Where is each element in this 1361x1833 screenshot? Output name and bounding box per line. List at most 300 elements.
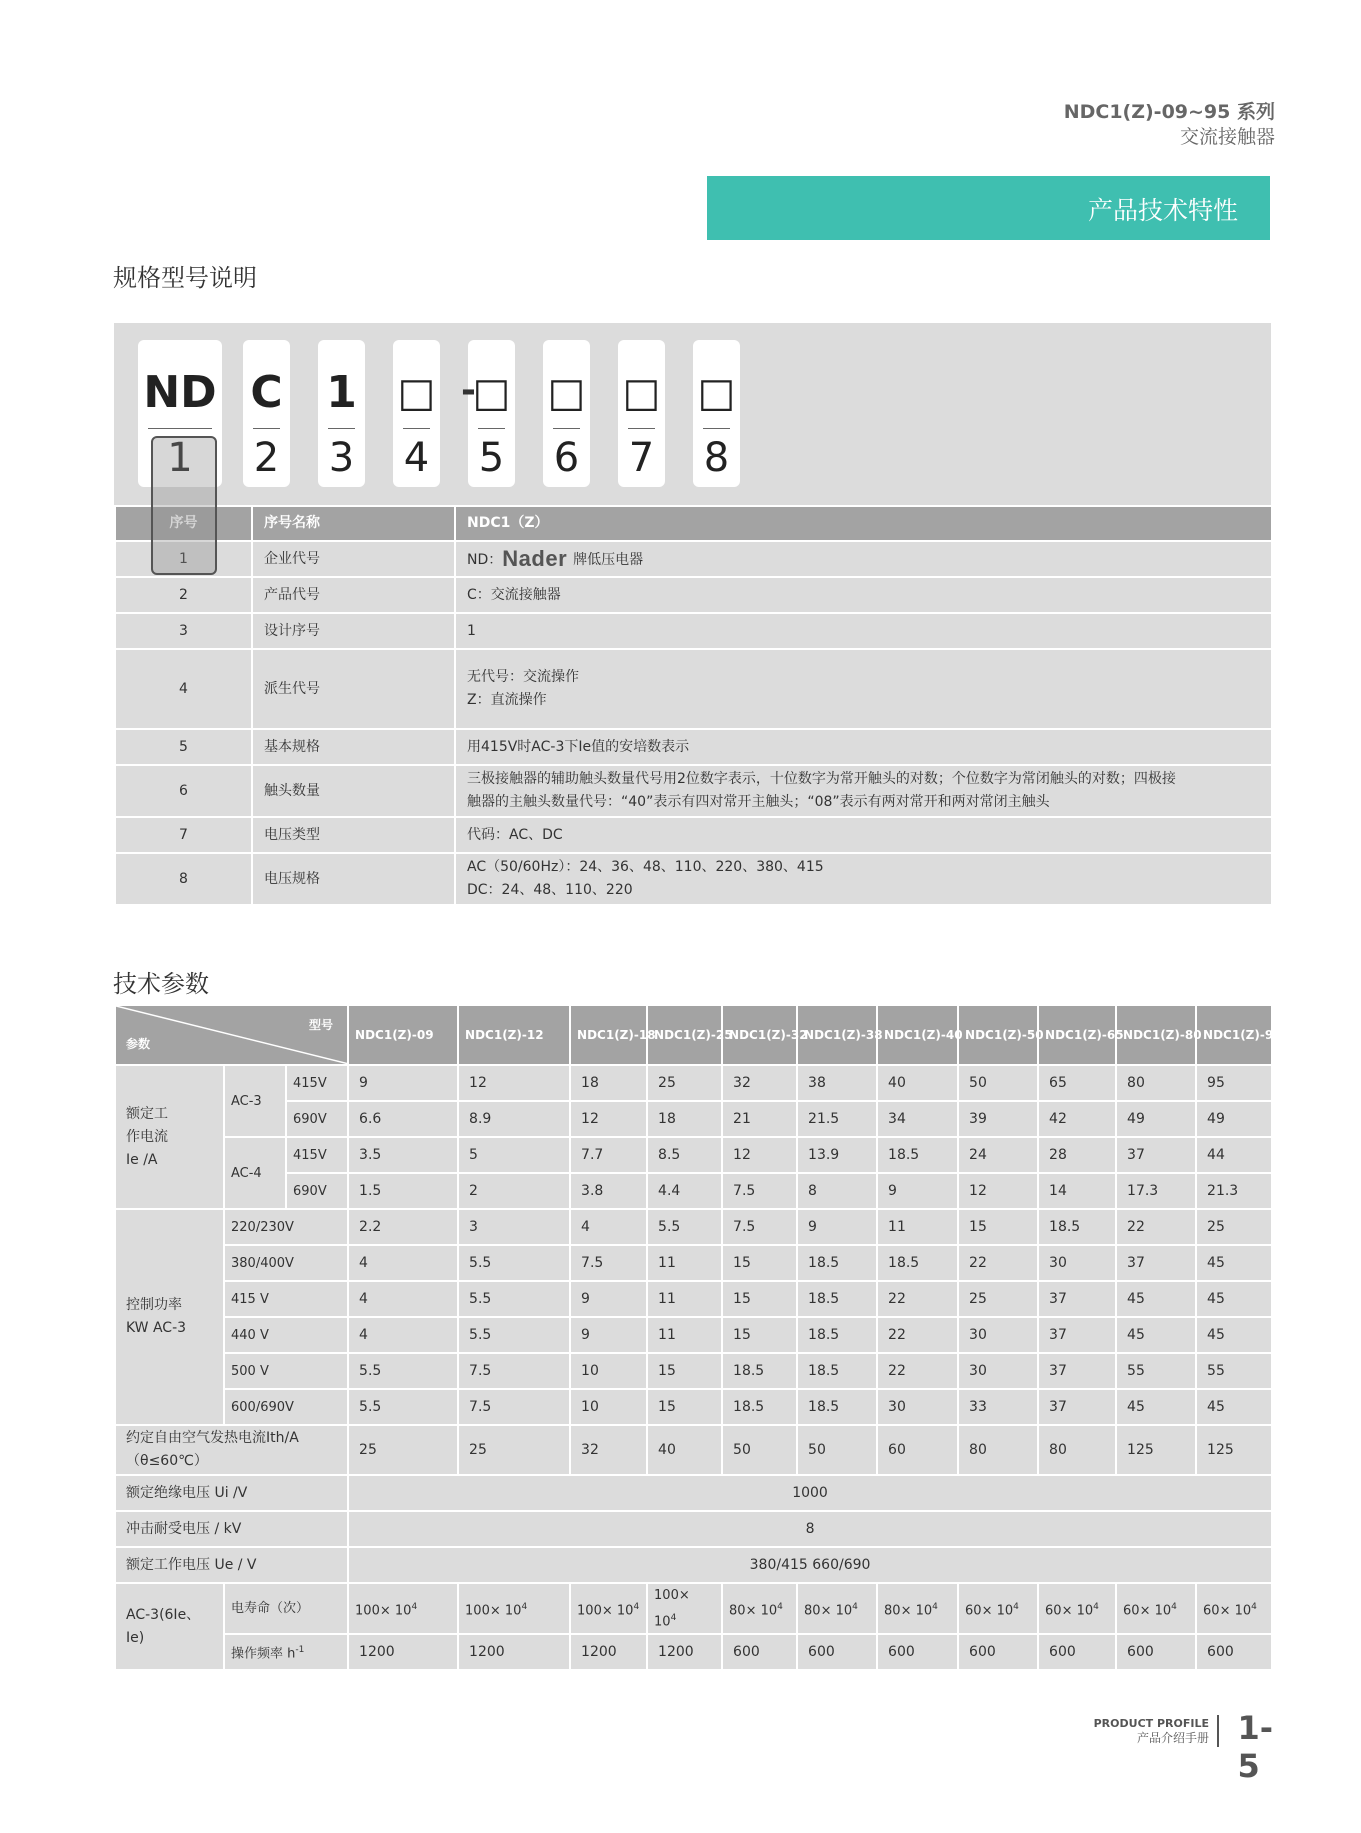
- value-cell: 45: [1196, 1245, 1272, 1281]
- series-title: NDC1(Z)-09~95 系列: [1063, 101, 1275, 123]
- value-cell: 5.5: [348, 1353, 458, 1389]
- value-cell: 4: [570, 1209, 647, 1245]
- code-underline: [403, 428, 430, 429]
- value-cell: 7.5: [570, 1245, 647, 1281]
- value-cell: [647, 1583, 722, 1634]
- value-cell: 18: [570, 1065, 647, 1101]
- spec-header-model: NDC1（Z）: [455, 506, 1272, 541]
- spec-row-name: 电压类型: [252, 817, 455, 853]
- desc-line: Z：直流操作: [467, 692, 547, 708]
- value-cell: 7.7: [570, 1137, 647, 1173]
- spec-row-name: 基本规格: [252, 729, 455, 765]
- value-cell: 60: [877, 1425, 958, 1475]
- value-cell: 22: [877, 1317, 958, 1353]
- value-cell: 12: [722, 1137, 797, 1173]
- tech-header-row: [115, 1005, 1272, 1065]
- value-cell: 5: [458, 1137, 570, 1173]
- label-line: 作电流: [126, 1128, 168, 1145]
- spec-row-no: 1: [115, 541, 252, 577]
- life-base: 80: [804, 1602, 821, 1618]
- section-title-spec: 规格型号说明: [113, 264, 257, 292]
- desc-line: 三极接触器的辅助触头数量代号用2位数字表示，十位数字为常开触头的对数；个位数字为常闭触头的对数；四极接: [467, 771, 1176, 787]
- value-cell: 125: [1196, 1425, 1272, 1475]
- value-cell: 44: [1196, 1137, 1272, 1173]
- value-cell: 8.5: [647, 1137, 722, 1173]
- nader-logo: Nader: [502, 545, 568, 571]
- value-cell: 39: [958, 1101, 1038, 1137]
- value-cell: 15: [647, 1353, 722, 1389]
- value-cell: 8: [797, 1173, 877, 1209]
- value-cell: 600: [722, 1634, 797, 1670]
- value-cell: 9: [570, 1317, 647, 1353]
- value-cell: 5.5: [458, 1317, 570, 1353]
- value-cell: 33: [958, 1389, 1038, 1425]
- code-number: 4: [403, 435, 430, 481]
- ac3-label: AC-3(6Ie、Ie): [115, 1583, 224, 1670]
- spec-row: [115, 765, 1272, 817]
- insulation-voltage-value: 1000: [348, 1475, 1272, 1511]
- value-cell: 1200: [458, 1634, 570, 1670]
- impulse-voltage-value: 8: [348, 1511, 1272, 1547]
- desc-text: 牌低压电器: [573, 551, 644, 568]
- value-cell: 80: [958, 1425, 1038, 1475]
- value-cell: 10: [570, 1389, 647, 1425]
- corner-param-label: 参数: [126, 1037, 151, 1051]
- value-cell: 65: [1038, 1065, 1116, 1101]
- label-line: 额定工: [126, 1105, 168, 1122]
- code-char: □: [547, 370, 586, 416]
- spec-row-name: 设计序号: [252, 613, 455, 649]
- label-line: 控制功率: [126, 1297, 182, 1313]
- voltage-label: 500 V: [224, 1353, 348, 1389]
- model-header: NDC1(Z)-95: [1196, 1005, 1272, 1065]
- life-exp: 4: [521, 1601, 528, 1612]
- life-exp: 4: [411, 1601, 418, 1612]
- spec-row-name: 触头数量: [252, 765, 455, 817]
- voltage-label: 690V: [286, 1173, 348, 1209]
- code-char: □: [397, 370, 436, 416]
- code-underline: [478, 428, 505, 429]
- spec-header-name: 序号名称: [252, 506, 455, 541]
- life-mult: × 10: [900, 1602, 933, 1618]
- spec-header-no: 序号: [115, 506, 252, 541]
- operating-frequency-row: [115, 1634, 1272, 1670]
- value-cell: 22: [877, 1281, 958, 1317]
- spec-header-row: [115, 506, 1272, 541]
- value-cell: 32: [570, 1425, 647, 1475]
- value-cell: 15: [722, 1245, 797, 1281]
- life-base: 100: [465, 1602, 490, 1618]
- life-exp: 4: [1251, 1601, 1257, 1612]
- spec-row-desc: [455, 613, 1272, 649]
- value-cell: 18.5: [797, 1353, 877, 1389]
- spec-row-no: 8: [115, 853, 252, 905]
- value-cell: 9: [348, 1065, 458, 1101]
- power-row: [115, 1209, 1272, 1245]
- value-cell: 45: [1196, 1317, 1272, 1353]
- power-row: [115, 1389, 1272, 1425]
- code-box: [243, 340, 290, 487]
- value-cell: 30: [1038, 1245, 1116, 1281]
- code-box: [693, 340, 740, 487]
- value-cell: 18.5: [797, 1317, 877, 1353]
- life-mult: × 10: [1219, 1602, 1252, 1618]
- value-cell: 18.5: [877, 1137, 958, 1173]
- desc-line: 1: [467, 622, 476, 639]
- life-mult: × 10: [1061, 1602, 1094, 1618]
- value-cell: 37: [1038, 1317, 1116, 1353]
- control-power-label: [115, 1209, 224, 1425]
- value-cell: 42: [1038, 1101, 1116, 1137]
- spec-row-desc: [455, 649, 1272, 729]
- value-cell: 21: [722, 1101, 797, 1137]
- value-cell: 80: [1116, 1065, 1196, 1101]
- value-cell: [458, 1583, 570, 1634]
- value-cell: 4.4: [647, 1173, 722, 1209]
- life-exp: 4: [670, 1613, 677, 1623]
- spec-row-name: 企业代号: [252, 541, 455, 577]
- value-cell: 15: [958, 1209, 1038, 1245]
- value-cell: 40: [877, 1065, 958, 1101]
- life-exp: 4: [1093, 1601, 1099, 1612]
- code-dash: -: [461, 370, 476, 411]
- corner-model-label: 型号: [309, 1018, 334, 1032]
- operating-voltage-value: 380/415 660/690: [348, 1547, 1272, 1583]
- value-cell: 12: [458, 1065, 570, 1101]
- spec-row-name: 电压规格: [252, 853, 455, 905]
- value-cell: [958, 1583, 1038, 1634]
- code-char: □: [622, 370, 661, 416]
- value-cell: 600: [877, 1634, 958, 1670]
- voltage-label: 415 V: [224, 1281, 348, 1317]
- life-base: 100: [654, 1588, 679, 1603]
- value-cell: 95: [1196, 1065, 1272, 1101]
- value-cell: 21.5: [797, 1101, 877, 1137]
- value-cell: 600: [797, 1634, 877, 1670]
- value-cell: 12: [570, 1101, 647, 1137]
- value-cell: 45: [1196, 1389, 1272, 1425]
- value-cell: 6.6: [348, 1101, 458, 1137]
- value-cell: 45: [1116, 1389, 1196, 1425]
- value-cell: 1200: [570, 1634, 647, 1670]
- value-cell: 9: [877, 1173, 958, 1209]
- voltage-label: 380/400V: [224, 1245, 348, 1281]
- life-exp: 4: [1013, 1601, 1019, 1612]
- value-cell: 11: [647, 1245, 722, 1281]
- life-base: 60: [1203, 1602, 1220, 1618]
- value-cell: 600: [958, 1634, 1038, 1670]
- code-underline: [253, 428, 280, 429]
- code-box: [543, 340, 590, 487]
- code-number: 6: [553, 435, 580, 481]
- value-cell: 25: [958, 1281, 1038, 1317]
- life-mult: × 10: [601, 1602, 634, 1618]
- spec-row: [115, 613, 1272, 649]
- value-cell: 17.3: [1116, 1173, 1196, 1209]
- value-cell: 7.5: [458, 1389, 570, 1425]
- model-header: NDC1(Z)-09: [348, 1005, 458, 1065]
- value-cell: 18.5: [1038, 1209, 1116, 1245]
- spec-row-no: 3: [115, 613, 252, 649]
- value-cell: 125: [1116, 1425, 1196, 1475]
- spec-row: [115, 817, 1272, 853]
- model-header: NDC1(Z)-32: [722, 1005, 797, 1065]
- value-cell: 37: [1038, 1353, 1116, 1389]
- life-mult: × 10: [654, 1588, 690, 1630]
- life-base: 80: [884, 1602, 901, 1618]
- value-cell: 37: [1038, 1281, 1116, 1317]
- value-cell: 7.5: [722, 1209, 797, 1245]
- value-cell: [570, 1583, 647, 1634]
- value-cell: 45: [1116, 1317, 1196, 1353]
- value-cell: 13.9: [797, 1137, 877, 1173]
- desc-line: DC：24、48、110、220: [467, 882, 633, 898]
- value-cell: 9: [797, 1209, 877, 1245]
- life-mult: × 10: [820, 1602, 853, 1618]
- life-base: 100: [577, 1602, 602, 1618]
- spec-row-name: 产品代号: [252, 577, 455, 613]
- value-cell: [1196, 1583, 1272, 1634]
- value-cell: 1200: [647, 1634, 722, 1670]
- spec-row-no: 4: [115, 649, 252, 729]
- value-cell: 5.5: [458, 1281, 570, 1317]
- code-underline: [703, 428, 730, 429]
- value-cell: 55: [1116, 1353, 1196, 1389]
- header-series: [1064, 100, 1275, 150]
- value-cell: 18: [647, 1101, 722, 1137]
- desc-line: 用415V时AC-3下Ie值的安培数表示: [467, 738, 690, 755]
- value-cell: 28: [1038, 1137, 1116, 1173]
- value-cell: 3: [458, 1209, 570, 1245]
- spec-row-no: 2: [115, 577, 252, 613]
- value-cell: [797, 1583, 877, 1634]
- value-cell: 3.5: [348, 1137, 458, 1173]
- desc-prefix: ND：: [467, 551, 503, 568]
- value-cell: 7.5: [458, 1353, 570, 1389]
- code-underline: [628, 428, 655, 429]
- spec-row: [115, 853, 1272, 905]
- value-cell: 49: [1196, 1101, 1272, 1137]
- model-header: NDC1(Z)-40: [877, 1005, 958, 1065]
- value-cell: 50: [797, 1425, 877, 1475]
- life-base: 60: [1123, 1602, 1140, 1618]
- footer-divider: [1217, 1715, 1219, 1747]
- impulse-voltage-row: [115, 1511, 1272, 1547]
- power-row: [115, 1317, 1272, 1353]
- desc-line: AC（50/60Hz）：24、36、48、110、220、380、415: [467, 859, 824, 875]
- value-cell: 30: [877, 1389, 958, 1425]
- code-number: 7: [628, 435, 655, 481]
- code-char: □: [697, 370, 736, 416]
- code-char: C: [250, 367, 283, 418]
- current-row: [115, 1173, 1272, 1209]
- highlight-box: [151, 436, 217, 575]
- value-cell: 32: [722, 1065, 797, 1101]
- current-row: [115, 1065, 1272, 1101]
- voltage-label: 415V: [286, 1065, 348, 1101]
- code-box: [468, 340, 515, 487]
- value-cell: [1038, 1583, 1116, 1634]
- value-cell: 45: [1116, 1281, 1196, 1317]
- value-cell: 49: [1116, 1101, 1196, 1137]
- code-char: ND: [143, 367, 217, 418]
- value-cell: 25: [348, 1425, 458, 1475]
- insulation-voltage-label: 额定绝缘电压 Ui /V: [115, 1475, 348, 1511]
- life-exp: 4: [1171, 1601, 1177, 1612]
- code-number: 3: [328, 435, 355, 481]
- desc-line: C：交流接触器: [467, 586, 561, 603]
- code-number: 8: [703, 435, 730, 481]
- model-header: NDC1(Z)-12: [458, 1005, 570, 1065]
- model-header: NDC1(Z)-18: [570, 1005, 647, 1065]
- value-cell: 22: [958, 1245, 1038, 1281]
- value-cell: 11: [647, 1281, 722, 1317]
- life-base: 100: [355, 1602, 380, 1618]
- value-cell: 5.5: [348, 1389, 458, 1425]
- section-title-tech: 技术参数: [113, 970, 209, 998]
- voltage-label: 440 V: [224, 1317, 348, 1353]
- value-cell: 34: [877, 1101, 958, 1137]
- value-cell: 50: [722, 1425, 797, 1475]
- model-header: NDC1(Z)-25: [647, 1005, 722, 1065]
- life-mult: × 10: [1139, 1602, 1172, 1618]
- value-cell: 5.5: [458, 1245, 570, 1281]
- value-cell: 50: [958, 1065, 1038, 1101]
- spec-row: [115, 541, 1272, 577]
- value-cell: 5.5: [647, 1209, 722, 1245]
- operating-frequency-label: [224, 1634, 348, 1670]
- desc-line: 触器的主触头数量代号：“40”表示有四对常开主触头；“08”表示有两对常开和两对常闭主触头: [467, 794, 1050, 810]
- value-cell: 14: [1038, 1173, 1116, 1209]
- spec-row-no: 5: [115, 729, 252, 765]
- life-mult: × 10: [489, 1602, 522, 1618]
- value-cell: 9: [570, 1281, 647, 1317]
- corner-cell: [115, 1005, 348, 1065]
- value-cell: 30: [958, 1317, 1038, 1353]
- spec-row-desc: [455, 541, 1272, 577]
- voltage-label: 690V: [286, 1101, 348, 1137]
- code-number: 2: [253, 435, 280, 481]
- code-number: 1: [167, 435, 193, 481]
- value-cell: 18.5: [722, 1353, 797, 1389]
- value-cell: 15: [647, 1389, 722, 1425]
- banner-text: 产品技术特性: [1087, 196, 1238, 225]
- desc-line: 无代号：交流操作: [467, 669, 579, 685]
- freq-label-text: 操作频率 h: [231, 1646, 296, 1662]
- value-cell: 7.5: [722, 1173, 797, 1209]
- code-number: 5: [478, 435, 505, 481]
- value-cell: 21.3: [1196, 1173, 1272, 1209]
- freq-exp: -1: [295, 1645, 305, 1656]
- value-cell: 37: [1038, 1389, 1116, 1425]
- spec-row-desc: [455, 729, 1272, 765]
- value-cell: 37: [1116, 1245, 1196, 1281]
- life-exp: 4: [777, 1601, 783, 1612]
- value-cell: 25: [1196, 1209, 1272, 1245]
- value-cell: 1.5: [348, 1173, 458, 1209]
- page-number: 1-5: [1237, 1709, 1273, 1785]
- code-underline: [148, 428, 212, 429]
- power-row: [115, 1245, 1272, 1281]
- value-cell: 80: [1038, 1425, 1116, 1475]
- spec-row-no: 7: [115, 817, 252, 853]
- power-row: [115, 1281, 1272, 1317]
- label-line: Ie /A: [126, 1151, 158, 1168]
- value-cell: 12: [958, 1173, 1038, 1209]
- value-cell: 600: [1196, 1634, 1272, 1670]
- section-banner: [707, 176, 1270, 240]
- spec-table: [114, 505, 1273, 906]
- footer-line1: PRODUCT PROFILE: [1093, 1717, 1209, 1730]
- voltage-label: 220/230V: [224, 1209, 348, 1245]
- ith-label: [115, 1425, 348, 1475]
- code-box: [318, 340, 365, 487]
- value-cell: 40: [647, 1425, 722, 1475]
- life-base: 60: [965, 1602, 982, 1618]
- voltage-label: 415V: [286, 1137, 348, 1173]
- model-header: NDC1(Z)-38: [797, 1005, 877, 1065]
- value-cell: 2.2: [348, 1209, 458, 1245]
- spec-row: [115, 577, 1272, 613]
- label-line: KW AC-3: [126, 1320, 187, 1336]
- value-cell: [722, 1583, 797, 1634]
- label-line: 约定自由空气发热电流Ith/A: [126, 1430, 299, 1446]
- label-line: （θ≤60℃）: [126, 1453, 208, 1469]
- current-row: [115, 1101, 1272, 1137]
- code-box: [618, 340, 665, 487]
- model-header: NDC1(Z)-65: [1038, 1005, 1116, 1065]
- value-cell: 11: [647, 1317, 722, 1353]
- product-title: 交流接触器: [1179, 126, 1275, 148]
- value-cell: 18.5: [877, 1245, 958, 1281]
- value-cell: 22: [877, 1353, 958, 1389]
- operating-voltage-row: [115, 1547, 1272, 1583]
- value-cell: 18.5: [797, 1281, 877, 1317]
- code-underline: [553, 428, 580, 429]
- value-cell: 11: [877, 1209, 958, 1245]
- value-cell: [348, 1583, 458, 1634]
- value-cell: 2: [458, 1173, 570, 1209]
- value-cell: [1116, 1583, 1196, 1634]
- value-cell: [877, 1583, 958, 1634]
- life-base: 80: [729, 1602, 746, 1618]
- value-cell: 10: [570, 1353, 647, 1389]
- code-box: [393, 340, 440, 487]
- value-cell: 4: [348, 1317, 458, 1353]
- value-cell: 55: [1196, 1353, 1272, 1389]
- power-row: [115, 1353, 1272, 1389]
- desc-line: 代码：AC、DC: [467, 826, 563, 843]
- rated-current-label: [115, 1065, 224, 1209]
- value-cell: 600: [1038, 1634, 1116, 1670]
- value-cell: 4: [348, 1245, 458, 1281]
- value-cell: 22: [1116, 1209, 1196, 1245]
- value-cell: 18.5: [797, 1245, 877, 1281]
- life-exp: 4: [633, 1601, 640, 1612]
- value-cell: 15: [722, 1317, 797, 1353]
- value-cell: 18.5: [797, 1389, 877, 1425]
- value-cell: 24: [958, 1137, 1038, 1173]
- spec-row-name: 派生代号: [252, 649, 455, 729]
- spec-row-desc: [455, 853, 1272, 905]
- value-cell: 45: [1196, 1281, 1272, 1317]
- life-mult: × 10: [981, 1602, 1014, 1618]
- operating-voltage-label: 额定工作电压 Ue / V: [115, 1547, 348, 1583]
- value-cell: 30: [958, 1353, 1038, 1389]
- tech-table: [114, 1004, 1282, 1671]
- impulse-voltage-label: 冲击耐受电压 / kV: [115, 1511, 348, 1547]
- value-cell: 15: [722, 1281, 797, 1317]
